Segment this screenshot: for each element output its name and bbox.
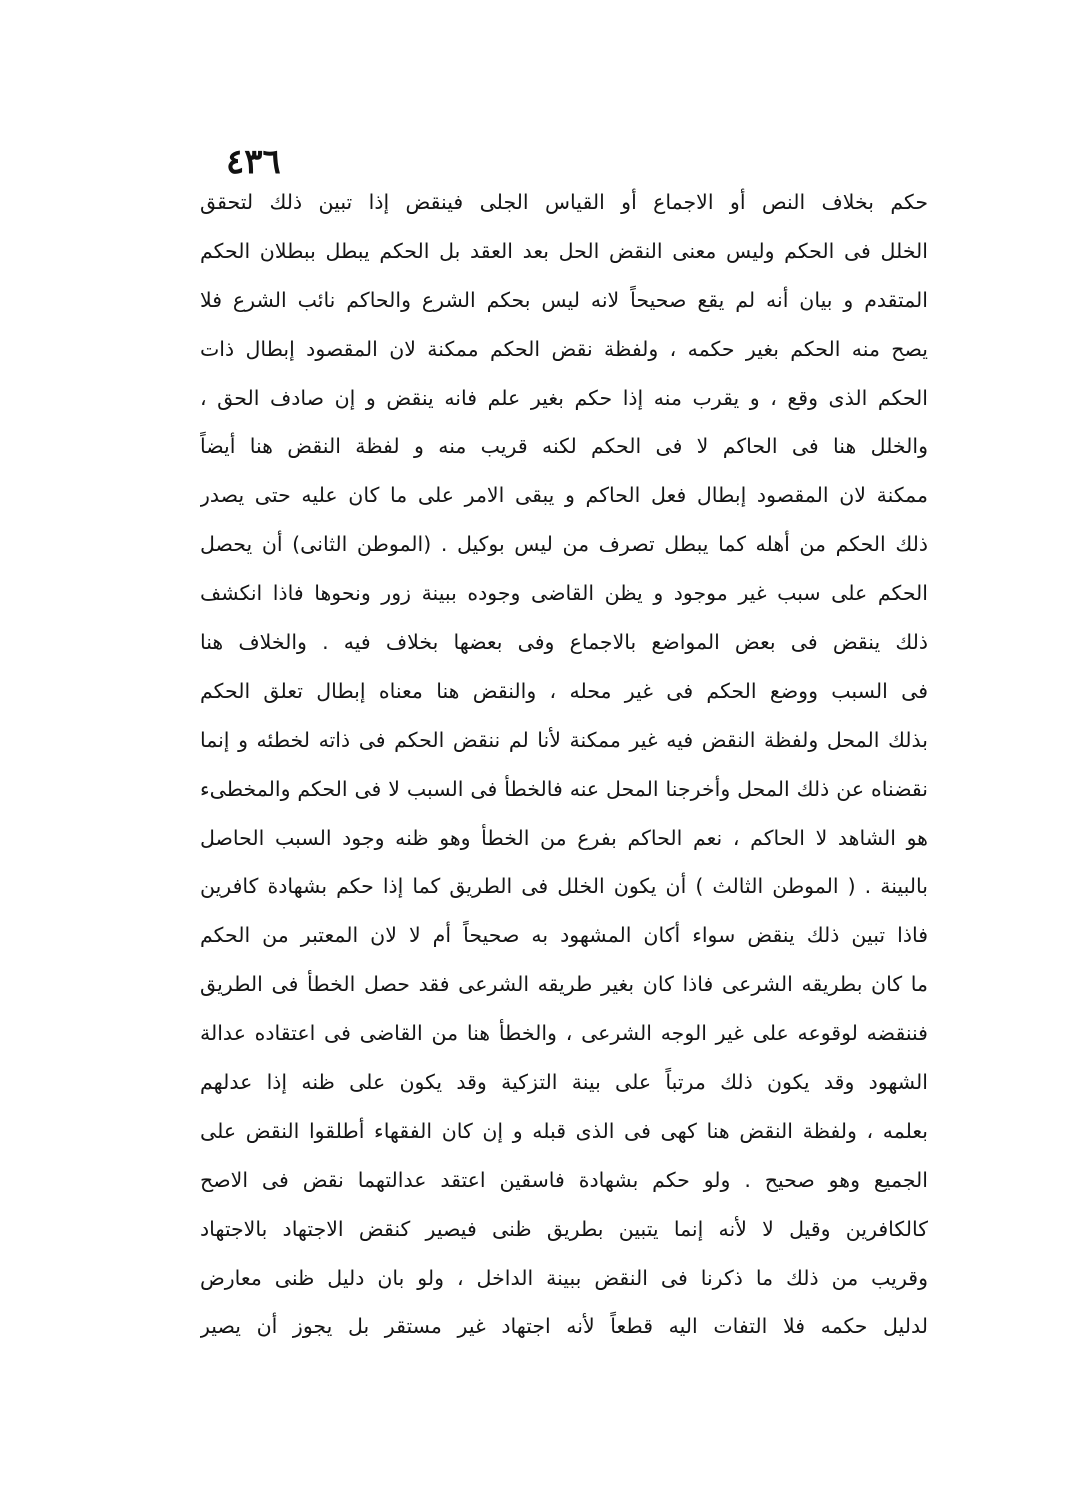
- text-line: نقضناه عن ذلك المحل وأخرجنا المحل عنه فالخطأ فى السبب لا فى الحكم والمخطىء: [200, 776, 928, 801]
- text-line: كالكافرين وقيل لا لأنه إنما يتبين بطريق ظنى فيصير كنقض الاجتهاد بالاجتهاد: [200, 1216, 928, 1241]
- text-line: هو الشاهد لا الحاكم ، نعم الحاكم بفرع من الخطأ وهو ظنه وجود السبب الحاصل: [200, 825, 928, 850]
- text-line: بذلك المحل ولفظة النقض فيه غير ممكنة لأنا لم ننقض الحكم فى ذاته لخطئه و إنما: [200, 727, 928, 752]
- text-line: فننقضه لوقوعه على غير الوجه الشرعى ، والخطأ هنا من القاضى فى اعتقاده عدالة: [200, 1021, 928, 1046]
- text-line: وقريب من ذلك ما ذكرنا فى النقض ببينة الداخل ، ولو بان دليل ظنى معارض: [200, 1265, 928, 1290]
- text-line: ذلك ينقض فى بعض المواضع بالاجماع وفى بعضها بخلاف فيه . والخلاف هنا: [200, 630, 928, 655]
- text-line: الجميع وهو صحيح . ولو حكم بشهادة فاسقين اعتقد عدالتهما نقض فى الاصح: [200, 1167, 928, 1192]
- text-line: فاذا تبين ذلك ينقض سواء أكان المشهود به صحيحاً أم لا لان المعتبر من الحكم: [200, 923, 928, 948]
- text-line: بعلمه ، ولفظة النقض هنا كهى فى الذى قبله و إن كان الفقهاء أطلقوا النقض على: [200, 1118, 928, 1143]
- text-line: لدليل حكمه فلا التفات اليه قطعاً لأنه اجتهاد غير مستقر بل يجوز أن يصير: [200, 1314, 928, 1339]
- body-text: [200, 178, 928, 1351]
- text-line: فى السبب ووضع الحكم فى غير محله ، والنقض هنا معناه إبطال تعلق الحكم: [200, 678, 928, 703]
- text-line: الحكم الذى وقع ، و يقرب منه إذا حكم بغير علم فانه ينقض و إن صادف الحق ،: [200, 385, 928, 410]
- text-line: المتقدم و بيان أنه لم يقع صحيحاً لانه ليس بحكم الشرع والحاكم نائب الشرع فلا: [200, 287, 928, 312]
- text-line: ما كان بطريقه الشرعى فاذا كان بغير طريقه الشرعى فقد حصل الخطأ فى الطريق: [200, 972, 928, 997]
- text-line: يصح منه الحكم بغير حكمه ، ولفظة نقض الحكم ممكنة لان المقصود إبطال ذات: [200, 336, 928, 361]
- text-line: حكم بخلاف النص أو الاجماع أو القياس الجلى فينقض إذا تبين ذلك لتحقق: [200, 190, 928, 214]
- text-line: الشهود وقد يكون ذلك مرتباً على بينة التزكية وقد يكون على ظنه إذا عدلهم: [200, 1070, 928, 1095]
- text-line: ذلك الحكم من أهله كما يبطل تصرف من ليس بوكيل . (الموطن الثانى) أن يحصل: [200, 532, 928, 557]
- text-line: بالبينة . ( الموطن الثالث ) أن يكون الخلل فى الطريق كما إذا حكم بشهادة كافرين: [200, 874, 928, 899]
- page-number: ٤٣٦: [226, 142, 281, 182]
- text-line: ممكنة لان المقصود إبطال فعل الحاكم و يبقى الامر على ما كان عليه حتى يصدر: [200, 483, 928, 508]
- text-line: والخلل هنا فى الحاكم لا فى الحكم لكنه قريب منه و لفظة النقض هنا أيضاً: [200, 434, 928, 459]
- text-line: الخلل فى الحكم وليس معنى النقض الحل بعد العقد بل الحكم يبطل ببطلان الحكم: [200, 238, 928, 263]
- text-line: الحكم على سبب غير موجود و يظن القاضى وجوده ببينة زور ونحوها فاذا انكشف: [200, 581, 928, 606]
